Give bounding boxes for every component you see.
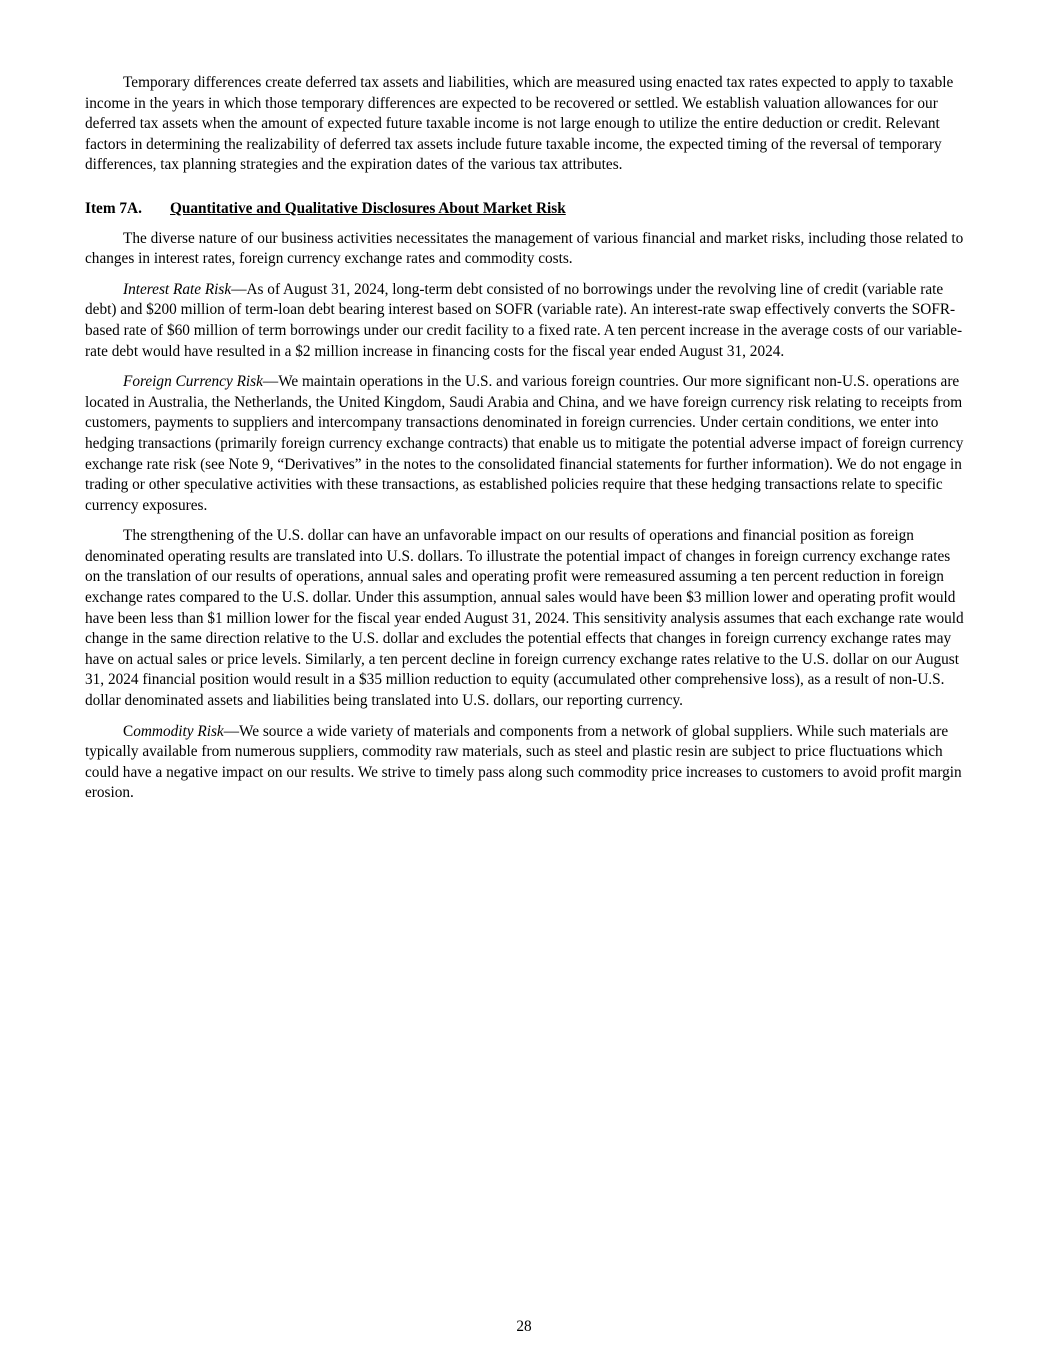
market-risk-overview-paragraph: The diverse nature of our business activities necessitates the management of various financial and market risks, including those related to changes in interest rates, foreign currency exchange rates and commodity costs. [85,229,964,268]
commodity-risk-lead-initial: C [123,722,134,740]
foreign-currency-risk-body: —We maintain operations in the U.S. and various foreign countries. Our more significant non-U.S. operations are located in Australia, the Netherlands, the United Kingdom, Saudi Arabia and China, and we have foreign currency risk relating to receipts from customers, payments to suppliers and intercompany transactions denominated in foreign currencies. Under certain conditions, we enter into hedging transactions (primarily foreign currency exchange contracts) that enable us to mitigate the potential adverse impact of foreign currency exchange rate risk (see Note 9, “Derivatives” in the notes to the consolidated financial statements for further information). We do not engage in trading or other speculative activities with these transactions, as established policies require that these hedging transactions relate to specific currency exposures. [85,373,964,514]
interest-rate-risk-paragraph [85,280,965,362]
interest-rate-risk-body: —As of August 31, 2024, long-term debt consisted of no borrowings under the revolving line of credit (variable rate debt) and $200 million of term-loan debt bearing interest based on SOFR (variable rate). An interest-rate swap effectively converts the SOFR-based rate of $60 million of term borrowings under our credit facility to a fixed rate. A ten percent increase in the average costs of our variable-rate debt would have resulted in a $2 million increase in financing costs for the fiscal year ended August 31, 2024. [85,280,963,360]
foreign-currency-risk-paragraph [85,372,965,516]
commodity-risk-paragraph [85,722,965,804]
item-title: Quantitative and Qualitative Disclosures About Market Risk [170,199,566,217]
interest-rate-risk-lead: Interest Rate Risk [123,280,232,298]
commodity-risk-lead: ommodity Risk [133,722,224,740]
page-number: 28 [516,1318,532,1335]
item-7a-heading [85,199,965,220]
foreign-currency-risk-lead: Foreign Currency Risk [123,373,263,391]
commodity-risk-body: —We source a wide variety of materials and components from a network of global suppliers. While such materials are typically available from numerous suppliers, commodity raw materials, such as steel and plastic resin are subject to price fluctuations which could have a negative impact on our results. We strive to timely pass along such commodity price increases to customers to avoid profit margin erosion. [85,722,962,802]
document-page [85,73,965,814]
deferred-tax-paragraph: Temporary differences create deferred tax assets and liabilities, which are measured using enacted tax rates expected to apply to taxable income in the years in which those temporary differences are expected to be recovered or settled. We establish valuation allowances for our deferred tax assets when the amount of expected future taxable income is not large enough to utilize the entire deduction or credit. Relevant factors in determining the realizability of deferred tax assets include future taxable income, the expected timing of the reversal of temporary differences, tax planning strategies and the expiration dates of the various tax attributes. [85,74,954,174]
item-number: Item 7A. [85,199,142,217]
dollar-strengthening-paragraph: The strengthening of the U.S. dollar can have an unfavorable impact on our results of operations and financial position as foreign denominated operating results are translated into U.S. dollars. To illustrate the potential impact of changes in foreign currency exchange rates on the translation of our results of operations, annual sales and operating profit were remeasured assuming a ten percent reduction in foreign exchange rates compared to the U.S. dollar. Under this assumption, annual sales would have been $3 million lower and operating profit would have been less than $1 million lower for the fiscal year ended August 31, 2024. This sensitivity analysis assumes that each exchange rate would change in the same direction relative to the U.S. dollar and excludes the potential effects that changes in foreign currency exchange rates may have on actual sales or price levels. Similarly, a ten percent decline in foreign currency exchange rates relative to the U.S. dollar on our August 31, 2024 financial position would result in a $35 million reduction to equity (accumulated other comprehensive loss), as a result of non-U.S. dollar denominated assets and liabilities being translated into U.S. dollars, our reporting currency. [85,527,964,710]
